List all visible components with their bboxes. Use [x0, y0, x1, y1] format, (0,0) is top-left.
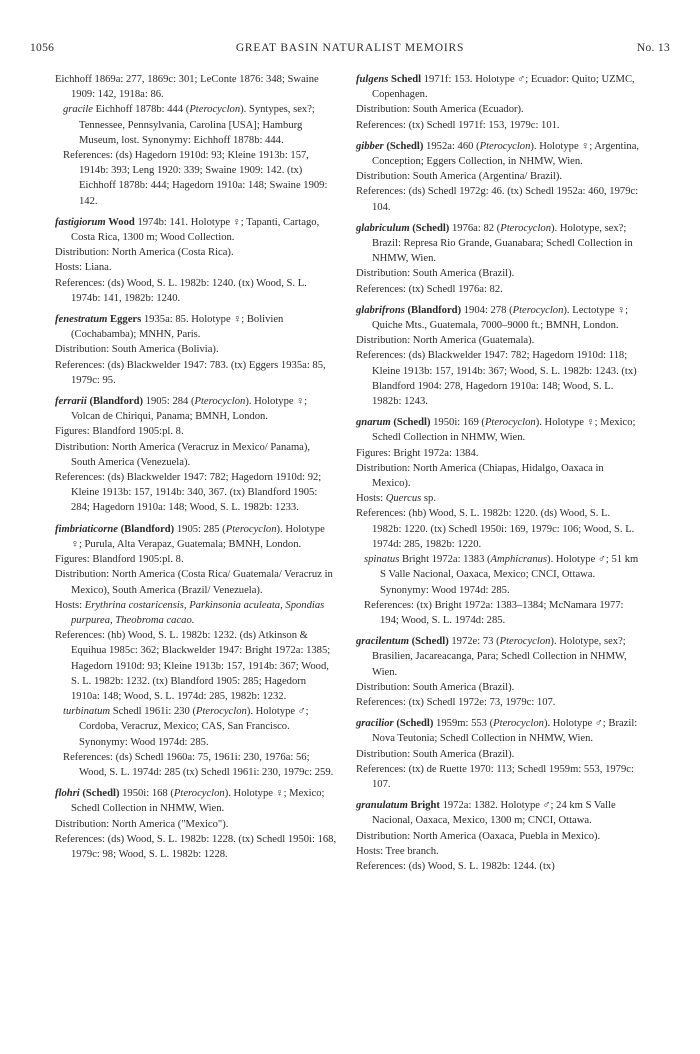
entry-gracilentum: gracilentum (Schedl) 1972e: 73 (Pterocyclon). Holotype, sex?; Brasilien, Jacareacanga, Para; Schedl Collection in NHMW, Wien. Distribution: South America (Brazil). References: (tx) Schedl 1972e: 73, 1979c: 107. [356, 634, 641, 710]
references: References: (ds) Wood, S. L. 1982b: 1244. (tx) [356, 860, 555, 872]
entry-fenestratum: fenestratum Eggers 1935a: 85. Holotype ♀; Bolivien (Cochabamba); MNHN, Paris. Distribution: South America (Bolivia). References: (ds) Blackwelder 1947: 783. (tx) Eggers 1935a: 85, 1979c: 95. [55, 312, 337, 388]
species-author: (Blandford) [89, 396, 144, 408]
species-name: fastigiorum [55, 216, 106, 228]
distribution: Distribution: North America (Guatemala). [356, 335, 535, 347]
references: References: (ds) Blackwelder 1947: 782; Hagedorn 1910d: 118; Kleine 1913b: 157, 1914b: 367; Wood, S. L. 1982b: 1243. (tx) Blandford 1904: 278, Hagedorn 1910a: 148; Wood, S. L. 1982b: 1243. [356, 350, 637, 408]
distribution: Distribution: South America (Brazil). [356, 268, 515, 280]
species-author: Schedl [391, 74, 422, 85]
synonym-name: gracile [63, 104, 94, 116]
distribution: Distribution: South America (Brazil). [356, 748, 515, 760]
entry-glabriculum: glabriculum (Schedl) 1976a: 82 (Pterocyclon). Holotype, sex?; Brazil: Represa Rio Grande, Guanabara; Schedl Collection in NHMW, Wien. Distribution: South America (Brazil). References: (tx) Schedl 1976a: 82. [356, 221, 641, 297]
references: References: (tx) Schedl 1971f: 153, 1979c: 101. [356, 119, 560, 131]
species-name: glabriculum [356, 222, 410, 234]
references: References: (hb) Wood, S. L. 1982b: 1220. (ds) Wood, S. L. 1982b: 1220. (tx) Schedl 1950i: 169, 1979c: 106; Wood, S. L. 1974d: 285, 1982b: 1220. [356, 508, 635, 550]
species-author: (Blandford) [120, 523, 175, 535]
species-name: fimbriaticorne [55, 523, 118, 535]
references: References: (ds) Schedl 1972g: 46. (tx) Schedl 1952a: 460, 1979c: 104. [356, 186, 639, 213]
synonym-entry: gracile Eichhoff 1878b: 444 (Pterocyclon). Syntypes, sex?; Tennessee, Pennsylvania, Carolina [USA]; Hamburg Museum, lost. Synonymy: Eichhoff 1878b: 444. [63, 104, 315, 146]
distribution: Distribution: South America (Argentina/ Brazil). [356, 171, 563, 183]
references: References: (ds) Schedl 1960a: 75, 1961i: 230, 1976a: 56; Wood, S. L. 1974d: 285 (tx) Schedl 1961i: 230, 1979c: 259. [63, 751, 334, 778]
issue-number: No. 13 [636, 42, 670, 54]
hosts: Hosts: Tree branch. [356, 845, 439, 857]
right-column [356, 72, 641, 876]
references: References: (ds) Hagedorn 1910d: 93; Kleine 1913b: 157, 1914b: 393; Leng 1920: 339; Swaine 1909: 142. (tx) Eichhoff 1878b: 444; Hagedorn 1910a: 148; Swaine 1909: 142. [63, 150, 328, 207]
figures: Figures: Blandford 1905:pl. 8. [55, 554, 184, 566]
species-name: gracilentum [356, 636, 409, 648]
references: References: (ds) Blackwelder 1947: 783. (tx) Eggers 1935a: 85, 1979c: 95. [55, 359, 326, 386]
synonym-name: spinatus [364, 554, 400, 566]
distribution: Distribution: South America (Ecuador). [356, 104, 524, 116]
species-author: (Schedl) [396, 718, 434, 730]
species-name: gracilior [356, 718, 394, 730]
species-author: (Schedl) [411, 636, 449, 648]
species-author: (Schedl) [82, 788, 120, 800]
references: References: (hb) Wood, S. L. 1982b: 1232. (ds) Atkinson & Equihua 1985c: 362; Blackwelder 1947: Bright 1972a: 1385; Hagedorn 1910d: 93; Kleine 1913b: 157, 1914b: 367; Wood, S. L. 1982b: 1232. (tx) Blandford 1905: 285; Hagedorn 1910a: 148; Wood, S. L. 1974d: 285, 1982b: 1232. [55, 630, 331, 702]
references: References: (ds) Wood, S. L. 1982b: 1228. (tx) Schedl 1950i: 168, 1979c: 98; Wood, S. L. 1982b: 1228. [55, 833, 337, 860]
entry-fastigiorum: fastigiorum Wood 1974b: 141. Holotype ♀; Tapanti, Cartago, Costa Rica, 1300 m; Wood Collection. Distribution: North America (Costa Rica). Hosts: Liana. References: (ds) Wood, S. L. 1982b: 1240. (tx) Wood, S. L. 1974b: 141, 1982b: 1240. [55, 215, 337, 306]
entry-gibber: gibber (Schedl) 1952a: 460 (Pterocyclon). Holotype ♀; Argentina, Conception; Eggers Collection, in NHMW, Wien. Distribution: South America (Argentina/ Brazil). References: (ds) Schedl 1972g: 46. (tx) Schedl 1952a: 460, 1979c: 104. [356, 139, 641, 215]
species-author: Wood [108, 216, 135, 228]
references: References: (ds) Blackwelder 1947: 782; Hagedorn 1910d: 92; Kleine 1913b: 157, 1914b: 340, 367. (tx) Blandford 1905: 284; Hagedorn 1910a: 148; Wood, S. L. 1982b: 1233. [55, 472, 322, 514]
species-name: granulatum [356, 800, 408, 812]
entry-ferrarii: ferrarii (Blandford) 1905: 284 (Pterocyclon). Holotype ♀; Volcan de Chiriqui, Panama; BMNH, London. Figures: Blandford 1905:pl. 8. Distribution: North America (Veracruz in Mexico/ Panama), South America (Venezuela). References: (ds) Blackwelder 1947: 782; Hagedorn 1910d: 92; Kleine 1913b: 157, 1914b: 340, 367. (tx) Blandford 1905: 284; Hagedorn 1910a: 148; Wood, S. L. 1982b: 1233. [55, 394, 337, 516]
synonym-entry: spinatus Bright 1972a: 1383 (Amphicranus). Holotype ♂; 51 km S Valle Nacional, Oaxaca, Mexico; CNCI, Ottawa. Synonymy: Wood 1974d: 285. [364, 554, 639, 596]
distribution: Distribution: North America (Oaxaca, Puebla in Mexico). [356, 830, 601, 842]
species-name: ferrarii [55, 396, 87, 408]
entry-gnarum: gnarum (Schedl) 1950i: 169 (Pterocyclon). Holotype ♀; Mexico; Schedl Collection in NHMW, Wien. Figures: Bright 1972a: 1384. Distribution: North America (Chiapas, Hidalgo, Oaxaca in Mexico). Hosts: Quercus sp. References: (hb) Wood, S. L. 1982b: 1220. (ds) Wood, S. L. 1982b: 1220. (tx) Schedl 1950i: 169, 1979c: 106; Wood, S. L. 1974d: 285, 1982b: 1220. spinatus Bright 1972a: 1383 (Amphicranus). Holotype ♂; 51 km S Valle Nacional, Oaxaca, Mexico; CNCI, Ottawa. Synonymy: Wood 1974d: 285. References: (tx) Bright 1972a: 1383–1384; McNamara 1977: 194; Wood, S. L. 1974d: 285. [356, 415, 641, 628]
figures: Figures: Bright 1972a: 1384. [356, 447, 479, 459]
running-header [30, 42, 670, 58]
species-name: gnarum [356, 417, 391, 429]
entry-text: Eichhoff 1869a: 277, 1869c: 301; LeConte 1876: 348; Swaine 1909: 142, 1918a: 86. [55, 74, 319, 101]
entry-fulgens: fulgens Schedl 1971f: 153. Holotype ♂; Ecuador: Quito; UZMC, Copenhagen. Distribution: South America (Ecuador). References: (tx) Schedl 1971f: 153, 1979c: 101. [356, 72, 641, 133]
references: References: (ds) Wood, S. L. 1982b: 1240. (tx) Wood, S. L. 1974b: 141, 1982b: 1240. [55, 277, 307, 304]
species-name: flohri [55, 788, 80, 800]
entry-granulatum: granulatum Bright 1972a: 1382. Holotype ♂; 24 km S Valle Nacional, Oaxaca, Mexico, 1300 m; CNCI, Ottawa. Distribution: North America (Oaxaca, Puebla in Mexico). Hosts: Tree branch. References: (ds) Wood, S. L. 1982b: 1244. (tx) [356, 798, 641, 874]
entry-gracilior: gracilior (Schedl) 1959m: 553 (Pterocyclon). Holotype ♂; Brazil: Nova Teutonia; Schedl Collection in NHMW, Wien. Distribution: South America (Brazil). References: (tx) de Ruette 1970: 113; Schedl 1959m: 553, 1979c: 107. [356, 716, 641, 792]
figures: Figures: Blandford 1905:pl. 8. [55, 426, 184, 438]
species-author: (Schedl) [412, 222, 450, 234]
species-name: fenestratum [55, 314, 108, 326]
hosts: Hosts: Quercus sp. [356, 493, 436, 505]
species-name: gibber [356, 140, 384, 152]
synonym-entry: turbinatum Schedl 1961i: 230 (Pterocyclon). Holotype ♂; Cordoba, Veracruz, Mexico; CAS, San Francisco. Synonymy: Wood 1974d: 285. [63, 706, 309, 748]
hosts: Hosts: Liana. [55, 262, 112, 274]
distribution: Distribution: North America (Veracruz in Mexico/ Panama), South America (Venezuela). [55, 441, 311, 468]
species-author: (Schedl) [393, 417, 431, 429]
hosts: Hosts: Erythrina costaricensis, Parkinsonia aculeata, Spondias purpurea, Theobroma cacao. [55, 599, 325, 626]
distribution: Distribution: North America (Costa Rica). [55, 247, 234, 259]
species-author: (Blandford) [407, 304, 462, 316]
page-number: 1056 [30, 42, 55, 54]
species-author: Bright [410, 800, 440, 812]
references: References: (tx) Schedl 1972e: 73, 1979c: 107. [356, 696, 556, 708]
distribution: Distribution: North America (Chiapas, Hidalgo, Oaxaca in Mexico). [356, 462, 604, 490]
left-column [55, 72, 337, 864]
species-author: Eggers [110, 314, 142, 326]
entry-fimbriaticorne: fimbriaticorne (Blandford) 1905: 285 (Pterocyclon). Holotype ♀; Purula, Alta Verapaz, Guatemala; BMNH, London. Figures: Blandford 1905:pl. 8. Distribution: North America (Costa Rica/ Guatemala/ Veracruz in Mexico), South America (Brazil/ Venezuela). Hosts: Erythrina costaricensis, Parkinsonia aculeata, Spondias purpurea, Theobroma cacao. References: (hb) Wood, S. L. 1982b: 1232. (ds) Atkinson & Equihua 1985c: 362; Blackwelder 1947: Bright 1972a: 1385; Hagedorn 1910d: 93; Kleine 1913b: 157, 1914b: 367; Wood, S. L. 1982b: 1232. (tx) Blandford 1905: 285; Hagedorn 1910a: 148; Wood, S. L. 1974d: 285, 1982b: 1232. turbinatum Schedl 1961i: 230 (Pterocyclon). Holotype ♂; Cordoba, Veracruz, Mexico; CAS, San Francisco. Synonymy: Wood 1974d: 285. References: (ds) Schedl 1960a: 75, 1961i: 230, 1976a: 56; Wood, S. L. 1974d: 285 (tx) Schedl 1961i: 230, 1979c: 259. [55, 522, 337, 780]
references: References: (tx) Schedl 1976a: 82. [356, 283, 503, 295]
synonym-name: turbinatum [63, 706, 111, 718]
distribution: Distribution: South America (Bolivia). [55, 344, 219, 356]
references: References: (tx) de Ruette 1970: 113; Schedl 1959m: 553, 1979c: 107. [356, 763, 634, 790]
species-name: fulgens [356, 74, 389, 85]
entry-flohri: flohri (Schedl) 1950i: 168 (Pterocyclon). Holotype ♀; Mexico; Schedl Collection in NHMW, Wien. Distribution: North America ("Mexico"). References: (ds) Wood, S. L. 1982b: 1228. (tx) Schedl 1950i: 168, 1979c: 98; Wood, S. L. 1982b: 1228. [55, 786, 337, 862]
species-author: (Schedl) [386, 140, 424, 152]
entry-glabrifrons: glabrifrons (Blandford) 1904: 278 (Pterocyclon). Lectotype ♀; Quiche Mts., Guatemala, 7000–9000 ft.; BMNH, London. Distribution: North America (Guatemala). References: (ds) Blackwelder 1947: 782; Hagedorn 1910d: 118; Kleine 1913b: 157, 1914b: 367; Wood, S. L. 1982b: 1243. (tx) Blandford 1904: 278, Hagedorn 1910a: 148; Wood, S. L. 1982b: 1243. [356, 303, 641, 409]
distribution: Distribution: South America (Brazil). [356, 681, 515, 693]
distribution: Distribution: North America ("Mexico"). [55, 818, 229, 830]
entry-intro-continuation [55, 72, 337, 209]
distribution: Distribution: North America (Costa Rica/ Guatemala/ Veracruz in Mexico), South America (Brazil/ Venezuela). [55, 569, 333, 596]
references: References: (tx) Bright 1972a: 1383–1384; McNamara 1977: 194; Wood, S. L. 1974d: 285. [364, 599, 624, 626]
species-name: glabrifrons [356, 304, 405, 316]
journal-title: GREAT BASIN NATURALIST MEMOIRS [235, 42, 465, 54]
